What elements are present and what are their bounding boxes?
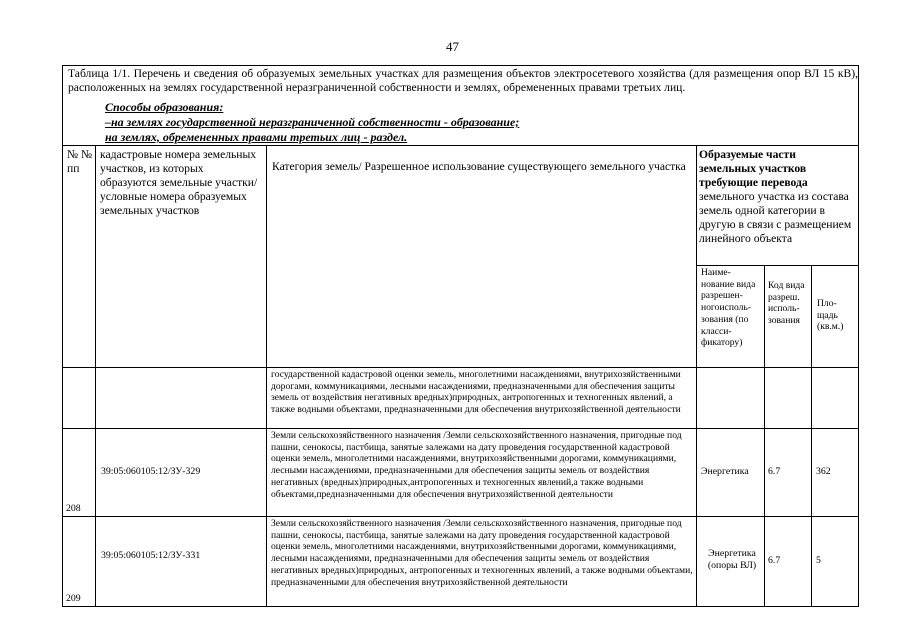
row-208-code: 6.7: [768, 466, 781, 477]
header-bottom-line: [62, 367, 859, 368]
row-209-area: 5: [816, 555, 821, 566]
table-caption: Таблица 1/1. Перечень и сведения об образуемых земельных участках для размещения объектов электросетевого хозяйства (для размещения опор ВЛ 15 кВ), расположенных на землях государственной неразграниченной собственности и землях, обремененных правами третьих лиц.: [68, 67, 858, 94]
row-208-category: Земли сельскохозяйственного назначения /Земли сельскохозяйственного назначения, пригодные под пашни, сенокосы, пастбища, занятые залежами на дату проведения государственной кадастровой оценки земель, многолетними насаждениями, внутрихозяйственными дорогами, коммуникациями, лесными насаждениями, предназначенными для обеспечения защиты земель от воздействия негативных (вредных)природных,антропогенных и техногенных явлений,а также водными объектами,предназначенными для обеспечения внутрихозяйственной деятельности: [271, 430, 682, 500]
row-209-code: 6.7: [768, 555, 781, 566]
subheader-use-code: Код вида разреш. исполь-зования: [768, 280, 805, 327]
header-category: Категория земель/ Разрешенное использование существующего земельного участка: [272, 160, 686, 173]
row-209-category: Земли сельскохозяйственного назначения /Земли сельскохозяйственного назначения, пригодные под пашни, сенокосы, пастбища, занятые залежами на дату проведения государственной кадастровой оценки земель, многолетними насаждениями, внутрихозяйственными дорогами, коммуникациями, лесными насаждениями, предназначенными для обеспечения защиты земель от воздействия негативных вредных)природных, антропогенных и техногенных явлений, а также водными объектами, предназначенными для обеспечения внутрихозяйственной деятельности: [271, 518, 693, 588]
header-parts-rest: земельного участка из состава земель одной категории в другую в связи с размещением линейного объекта: [699, 190, 852, 245]
row-line-1: [62, 428, 859, 429]
row-208-cadastral: 39:05:060105:12/ЗУ-329: [101, 466, 201, 477]
row-209-cadastral: 39:05:060105:12/ЗУ-331: [101, 550, 201, 561]
header-parts: [699, 148, 855, 246]
subheader-area: Пло-щадь (кв.м.): [817, 298, 844, 333]
row-209-use: Энергетика (опоры ВЛ): [707, 548, 757, 571]
method-state-land: –на землях государственной неразграниченной собственности - образование;: [105, 115, 520, 129]
row-209-number: 209: [66, 593, 81, 604]
subheader-use-name: Наиме-нование вида разрешен-ногоисполь-зования (по класси-фикатору): [701, 267, 756, 349]
method-encumbered-land: на землях, обремененных правами третьих лиц - раздел.: [105, 130, 408, 144]
row-line-2: [62, 516, 859, 517]
header-parts-bold: Образуемые части земельных участков требующие перевода: [699, 148, 808, 189]
row-continuation-category: государственной кадастровой оценки земель, многолетними насаждениями, внутрихозяйственными дорогами, коммуникациями, лесными насаждениями, предназначенными для обеспечения защиты земель от воздействия негативных вредных)природных, антропогенных и техногенных явлений, а также водными объектами, предназначенными для обеспечения внутрихозяйственной деятельности: [271, 369, 681, 416]
row-208-use: Энергетика: [701, 466, 749, 477]
row-208-area: 362: [816, 466, 831, 477]
col-divider-2: [266, 145, 267, 607]
header-number: № № пп: [67, 148, 93, 175]
col-divider-4: [764, 265, 765, 607]
header-cadastral: кадастровые номера земельных участков, из которых образуются земельные участки/ условные номера образуемых земельных участков: [100, 148, 258, 217]
col-divider-1: [95, 145, 96, 607]
caption-divider: [62, 145, 859, 146]
methods-heading: Способы образования:: [105, 100, 224, 114]
row-208-number: 208: [66, 503, 81, 514]
parts-subheader-line: [696, 265, 859, 266]
page-number: 47: [446, 39, 459, 54]
